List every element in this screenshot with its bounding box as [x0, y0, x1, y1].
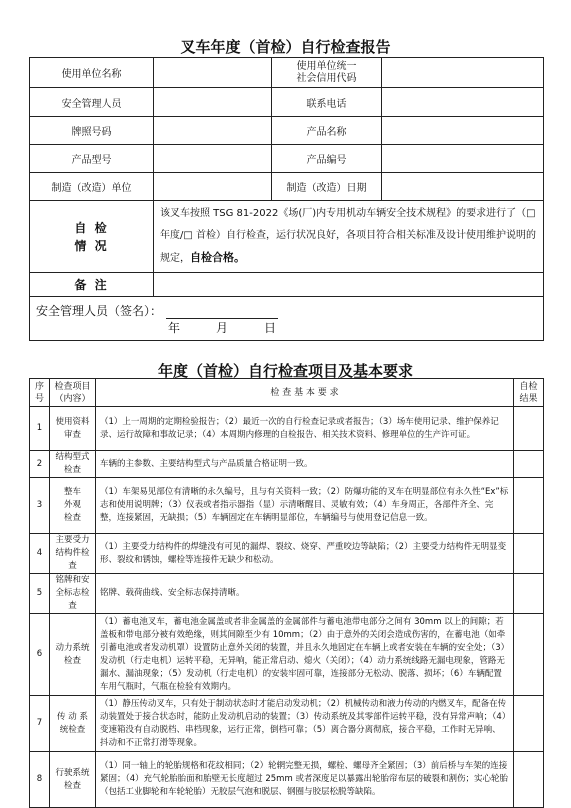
- product-no-label: 产品编号: [272, 145, 382, 173]
- item-no: 3: [30, 478, 50, 534]
- item-result[interactable]: [514, 407, 544, 451]
- model-label: 产品型号: [30, 145, 154, 173]
- mfg-date-label: 制造（改造）日期: [272, 173, 382, 201]
- plate-label: 牌照号码: [30, 117, 154, 145]
- item-requirement: （1）蓄电池叉车，蓄电池金属盖或者非金属盖的金属部件与蓄电池带电部分之间有 30mm 以上的间隙；若盖板和带电部分被有效绝缘，则其间隙至少有 10mm；（2）由于意外的关闭会造成伤害的，在蓄电池（如牵引蓄电池或者发动机罩）设置防止意外关闭的装置，并且永久地固定在车辆上或者安装在车辆的安全处；（3）发动机（行走电机）运转平稳，无异响，能正常启动、熄火（关闭）；（4）动力系统线路无漏电现象，管路无漏水、漏油现象；（5）发动机（行走电机）的安装牢固可靠，连接部分无松动、脱落、损坏；（6）车辆配置车用气瓶时，气瓶在检验有效期内。: [96, 614, 514, 696]
- header-no: 序 号: [30, 379, 50, 407]
- date-labels: [168, 319, 312, 336]
- item-result[interactable]: [514, 696, 544, 752]
- item-requirement: （1）主要受力结构件的焊缝没有可见的漏焊、裂纹、烧穿、严重咬边等缺陷；（2）主要受力结构件无明显变形、裂纹和锈蚀，螺栓等连接件无缺少和松动。: [96, 534, 514, 574]
- header-item: 检查项目 （内容）: [50, 379, 96, 407]
- remarks-label: 备 注: [30, 273, 154, 297]
- phone-value[interactable]: [382, 88, 544, 117]
- item-name: 行驶系统 检查: [50, 752, 96, 808]
- signature-row: [30, 297, 544, 341]
- mfg-date-value[interactable]: [382, 173, 544, 201]
- item-result[interactable]: [514, 614, 544, 696]
- day-label: 日: [264, 320, 277, 335]
- conclusion-text: [154, 201, 544, 273]
- user-unit-label: 使用单位名称: [30, 58, 154, 88]
- conclusion-verdict: 自检合格。: [190, 251, 245, 264]
- info-table: [29, 57, 544, 341]
- header-req: 检 查 基 本 要 求: [96, 379, 514, 407]
- manufacturer-value[interactable]: [154, 173, 272, 201]
- item-no: 1: [30, 407, 50, 451]
- signature-line[interactable]: [166, 306, 278, 319]
- manufacturer-label: 制造（改造）单位: [30, 173, 154, 201]
- item-no: 2: [30, 451, 50, 478]
- item-requirement: 铭牌、载荷曲线、安全标志保持清晰。: [96, 574, 514, 614]
- report-title: 叉车年度（首检）自行检查报告: [180, 38, 391, 56]
- header-result: 自检 结果: [514, 379, 544, 407]
- product-name-label: 产品名称: [272, 117, 382, 145]
- phone-label: 联系电话: [272, 88, 382, 117]
- month-label: 月: [216, 320, 229, 335]
- item-no: 7: [30, 696, 50, 752]
- item-name: 使用资料 审查: [50, 407, 96, 451]
- safety-person-value[interactable]: [154, 88, 272, 117]
- item-result[interactable]: [514, 752, 544, 808]
- item-no: 8: [30, 752, 50, 808]
- safety-person-label: 安全管理人员: [30, 88, 154, 117]
- item-requirement: （1）同一轴上的轮胎规格和花纹相同；（2）轮辋完整无损，螺栓、螺母齐全紧固；（3）前后桥与车架的连接紧固；（4）充气轮胎胎面和胎壁无长度超过 25mm 或者深度足以暴露出轮胎帘布层的破裂和割伤；实心轮胎（包括工业脚轮和车轮轮胎）无胶层气泡和脱层、钢圈与胶层松脱等缺陷。: [96, 752, 514, 808]
- item-result[interactable]: [514, 478, 544, 534]
- item-name: 主要受力 结构件检 查: [50, 534, 96, 574]
- item-requirement: （1）上一周期的定期检验报告；（2）最近一次的自行检查记录或者报告；（3）场车使用记录、维护保养记录、运行故障和事故记录；（4）本周期内修理的自检报告、相关技术资料、修理单位的生产许可证。: [96, 407, 514, 451]
- item-requirement: （1）静压传动叉车，只有处于制动状态时才能启动发动机；（2）机械传动和液力传动的内燃叉车，配备在传动装置处于接合状态时，能防止发动机启动的装置；（3）传动系统及其零部件运转平稳，没有异常声响；（4）变速箱没有自动脱档、串档现象，运行正常，倒档可靠；（5）离合器分离彻底，接合平稳，工作时无异响、抖动和不正常打滑等现象。: [96, 696, 514, 752]
- item-name: 传 动 系 统检查: [50, 696, 96, 752]
- section2-title: 年度（首检）自行检查项目及基本要求: [157, 362, 413, 380]
- item-result[interactable]: [514, 534, 544, 574]
- item-name: 铭牌和安 全标志检 查: [50, 574, 96, 614]
- item-no: 6: [30, 614, 50, 696]
- item-requirement: 车辆的主参数、主要结构型式与产品质量合格证明一致。: [96, 451, 514, 478]
- item-result[interactable]: [514, 574, 544, 614]
- item-no: 5: [30, 574, 50, 614]
- conclusion-label-text: 自 检 情 况: [74, 220, 109, 253]
- item-requirement: （1）车架易见部位有清晰的永久编号，且与有关资料一致；（2）防爆功能的叉车在明显部位有永久性“Ex”标志和使用说明牌；（3）仪表或者指示器指（显）示清晰醒目、灵敏有效；（4）车身周正，各部件齐全、完整，连接紧固，无缺损；（5）车辆固定在车辆明显部位，车辆编号与使用登记信息一致。: [96, 478, 514, 534]
- item-name: 整车 外观 检查: [50, 478, 96, 534]
- credit-code-value[interactable]: [382, 58, 544, 88]
- plate-value[interactable]: [154, 117, 272, 145]
- item-no: 4: [30, 534, 50, 574]
- product-no-value[interactable]: [382, 145, 544, 173]
- item-result[interactable]: [514, 451, 544, 478]
- remarks-value[interactable]: [154, 273, 544, 297]
- year-label: 年: [168, 320, 181, 335]
- product-name-value[interactable]: [382, 117, 544, 145]
- credit-code-label: 使用单位统一 社会信用代码: [272, 58, 382, 88]
- user-unit-value[interactable]: [154, 58, 272, 88]
- conclusion-label: [30, 201, 154, 273]
- item-name: 动力系统 检查: [50, 614, 96, 696]
- item-name: 结构型式 检查: [50, 451, 96, 478]
- model-value[interactable]: [154, 145, 272, 173]
- items-table: [29, 378, 544, 808]
- signature-label: 安全管理人员（签名）：: [36, 303, 163, 318]
- conclusion-body: 该叉车按照 TSG 81-2022《场(厂)内专用机动车辆安全技术规程》的要求进行了（□ 年度/□ 首检）自行检查，运行状况良好，各项目符合相关标准及设计使用维护说明的规定，: [160, 208, 536, 264]
